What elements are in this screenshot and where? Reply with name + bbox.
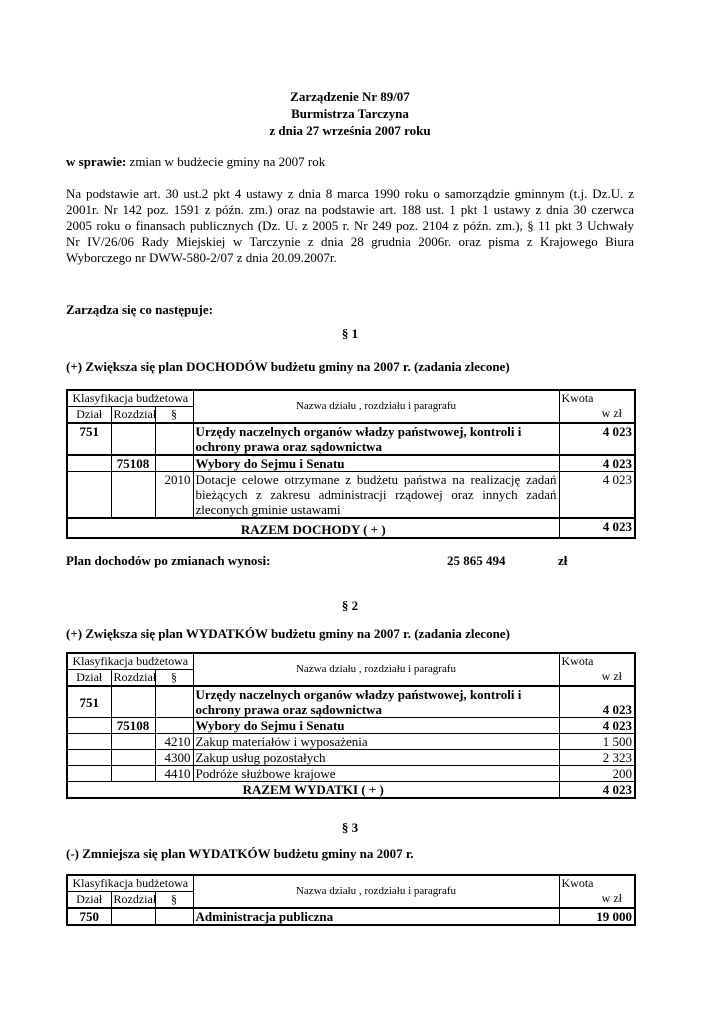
cell-rozdzial: [111, 750, 155, 766]
cell-nazwa: Zakup materiałów i wyposażenia: [193, 734, 559, 750]
table-row: [67, 686, 635, 718]
cell-paragraf: [155, 423, 193, 455]
document-issuer: Burmistrza Tarczyna: [291, 106, 409, 121]
header-rozdzial: Rozdział: [111, 407, 155, 424]
header-kwota: [559, 653, 635, 686]
table-header-row: [67, 653, 635, 670]
header-kwota-label: Kwota: [561, 876, 594, 890]
table-row: [67, 455, 635, 472]
cell-dzial: [67, 472, 111, 519]
plan-unit: zł: [558, 553, 568, 568]
cell-kwota: 1 500: [559, 734, 635, 750]
cell-paragraf: [155, 718, 193, 734]
document-date: z dnia 27 września 2007 roku: [269, 123, 431, 138]
cell-kwota: 4 023: [559, 686, 635, 718]
cell-dzial: [67, 750, 111, 766]
cell-dzial: [67, 734, 111, 750]
document-title: Zarządzenie Nr 89/07: [290, 89, 410, 104]
total-value: 4 023: [559, 782, 635, 799]
header-dzial: Dział: [67, 407, 111, 424]
cell-kwota: 4 023: [559, 718, 635, 734]
table-row: [67, 750, 635, 766]
plan-value: 25 865 494: [447, 553, 506, 568]
header-klasyfikacja: Klasyfikacja budżetowa: [67, 875, 193, 892]
cell-rozdzial: [111, 423, 155, 455]
cell-nazwa: Wybory do Sejmu i Senatu: [193, 455, 559, 472]
header-nazwa: Nazwa działu , rozdziału i paragrafu: [193, 653, 559, 686]
preamble-line: Na podstawie art. 30 ust.2 pkt 4 ustawy z dnia 8 marca 1990 roku o samorządzie gminnym (t.j. Dz.U. z: [66, 186, 634, 201]
plan-label: Plan dochodów po zmianach wynosi:: [66, 553, 271, 568]
section-title: (+) Zwiększa się plan WYDATKÓW budżetu gminy na 2007 r. (zadania zlecone): [66, 626, 510, 641]
header-nazwa: Nazwa działu , rozdziału i paragrafu: [193, 875, 559, 908]
cell-kwota: 4 023: [559, 455, 635, 472]
income-table: [66, 389, 636, 539]
section-number: § 2: [341, 598, 359, 613]
header-rozdzial: Rozdział: [111, 892, 155, 909]
cell-rozdzial: 75108: [111, 718, 155, 734]
cell-nazwa: Administracja publiczna: [193, 908, 559, 925]
section-title: (+) Zwiększa się plan DOCHODÓW budżetu gminy na 2007 r. (zadania zlecone): [66, 359, 510, 374]
cell-dzial: [67, 718, 111, 734]
header-paragraf: §: [155, 407, 193, 424]
preamble: [66, 186, 634, 266]
cell-paragraf: [155, 908, 193, 925]
header-nazwa: Nazwa działu , rozdziału i paragrafu: [193, 390, 559, 423]
cell-kwota: 4 023: [559, 423, 635, 455]
table-total-row: [67, 518, 635, 538]
header-paragraf: §: [155, 892, 193, 909]
cell-rozdzial: [111, 766, 155, 782]
cell-kwota: 19 000: [559, 908, 635, 925]
cell-dzial: 751: [67, 686, 111, 718]
cell-paragraf: 4210: [155, 734, 193, 750]
cell-nazwa: Urzędy naczelnych organów władzy państwowej, kontroli i ochrony prawa oraz sądownictwa: [193, 686, 559, 718]
header-dzial: Dział: [67, 670, 111, 687]
cell-paragraf: 2010: [155, 472, 193, 519]
expense-increase-table: [66, 652, 636, 799]
table-header-row: [67, 390, 635, 407]
subject-line: [66, 154, 325, 170]
subject-label: w sprawie:: [66, 154, 127, 169]
cell-kwota: 2 323: [559, 750, 635, 766]
cell-nazwa: Wybory do Sejmu i Senatu: [193, 718, 559, 734]
table-row: [67, 908, 635, 925]
subject-text: zmian w budżecie gminy na 2007 rok: [129, 154, 326, 169]
total-value: 4 023: [559, 518, 635, 538]
cell-nazwa: Dotacje celowe otrzymane z budżetu państwa na realizację zadań bieżących z zakresu administracji rządowej oraz innych zadań zleconych gminie ustawami: [193, 472, 559, 519]
table-total-row: [67, 782, 635, 799]
cell-nazwa: Zakup usług pozostałych: [193, 750, 559, 766]
header-klasyfikacja: Klasyfikacja budżetowa: [67, 653, 193, 670]
cell-dzial: 751: [67, 423, 111, 455]
total-label: RAZEM DOCHODY ( + ): [67, 518, 559, 538]
header-klasyfikacja: Klasyfikacja budżetowa: [67, 390, 193, 407]
table-header-row: [67, 875, 635, 892]
section-number: § 1: [341, 326, 359, 341]
header-kwota: [559, 390, 635, 423]
cell-paragraf: [155, 455, 193, 472]
cell-rozdzial: 75108: [111, 455, 155, 472]
total-label: RAZEM WYDATKI ( + ): [67, 782, 559, 799]
income-plan-summary: [66, 553, 634, 569]
table-row: [67, 734, 635, 750]
header-kwota-label: Kwota: [561, 391, 594, 405]
preamble-line: Wyborczego nr DWW-580-2/07 z dnia 20.09.2007r.: [66, 250, 337, 265]
cell-kwota: 4 023: [559, 472, 635, 519]
section-title: (-) Zmniejsza się plan WYDATKÓW budżetu gminy na 2007 r.: [66, 846, 414, 861]
table-row: [67, 423, 635, 455]
cell-rozdzial: [111, 686, 155, 718]
table-row: [67, 766, 635, 782]
cell-kwota: 200: [559, 766, 635, 782]
header-rozdzial: Rozdział: [111, 670, 155, 687]
header-kwota-label: Kwota: [561, 654, 594, 668]
cell-paragraf: [155, 686, 193, 718]
cell-paragraf: 4410: [155, 766, 193, 782]
header-paragraf: §: [155, 670, 193, 687]
expense-decrease-table: [66, 874, 636, 926]
cell-dzial: [67, 766, 111, 782]
preamble-line: 2001r. Nr 142 poz. 1591 z późn. zm.) oraz na podstawie art. 188 ust. 1 pkt 1 ustawy z dnia 30 czerwca: [66, 202, 634, 217]
preamble-line: Nr IV/26/06 Rady Miejskiej w Tarczynie z dnia 28 grudnia 2006r. oraz pisma z Krajowego Biura: [66, 234, 634, 249]
preamble-line: 2005 roku o finansach publicznych (Dz. U. z 2005 r. Nr 249 poz. 2104 z późn. zm.), § 11 pkt 3 Uchwały: [66, 218, 634, 233]
cell-nazwa: Urzędy naczelnych organów władzy państwowej, kontroli i ochrony prawa oraz sądownictwa: [193, 423, 559, 455]
cell-paragraf: 4300: [155, 750, 193, 766]
cell-rozdzial: [111, 734, 155, 750]
cell-rozdzial: [111, 908, 155, 925]
header-kwota: [559, 875, 635, 908]
header-kwota-unit: w zł: [601, 891, 622, 905]
cell-rozdzial: [111, 472, 155, 519]
section-number: § 3: [341, 820, 359, 835]
header-kwota-unit: w zł: [601, 406, 622, 420]
cell-nazwa: Podróże służbowe krajowe: [193, 766, 559, 782]
cell-dzial: [67, 455, 111, 472]
order-intro: Zarządza się co następuje:: [66, 302, 213, 317]
table-row: [67, 472, 635, 519]
header-kwota-unit: w zł: [601, 669, 622, 683]
cell-dzial: 750: [67, 908, 111, 925]
header-dzial: Dział: [67, 892, 111, 909]
table-row: [67, 718, 635, 734]
